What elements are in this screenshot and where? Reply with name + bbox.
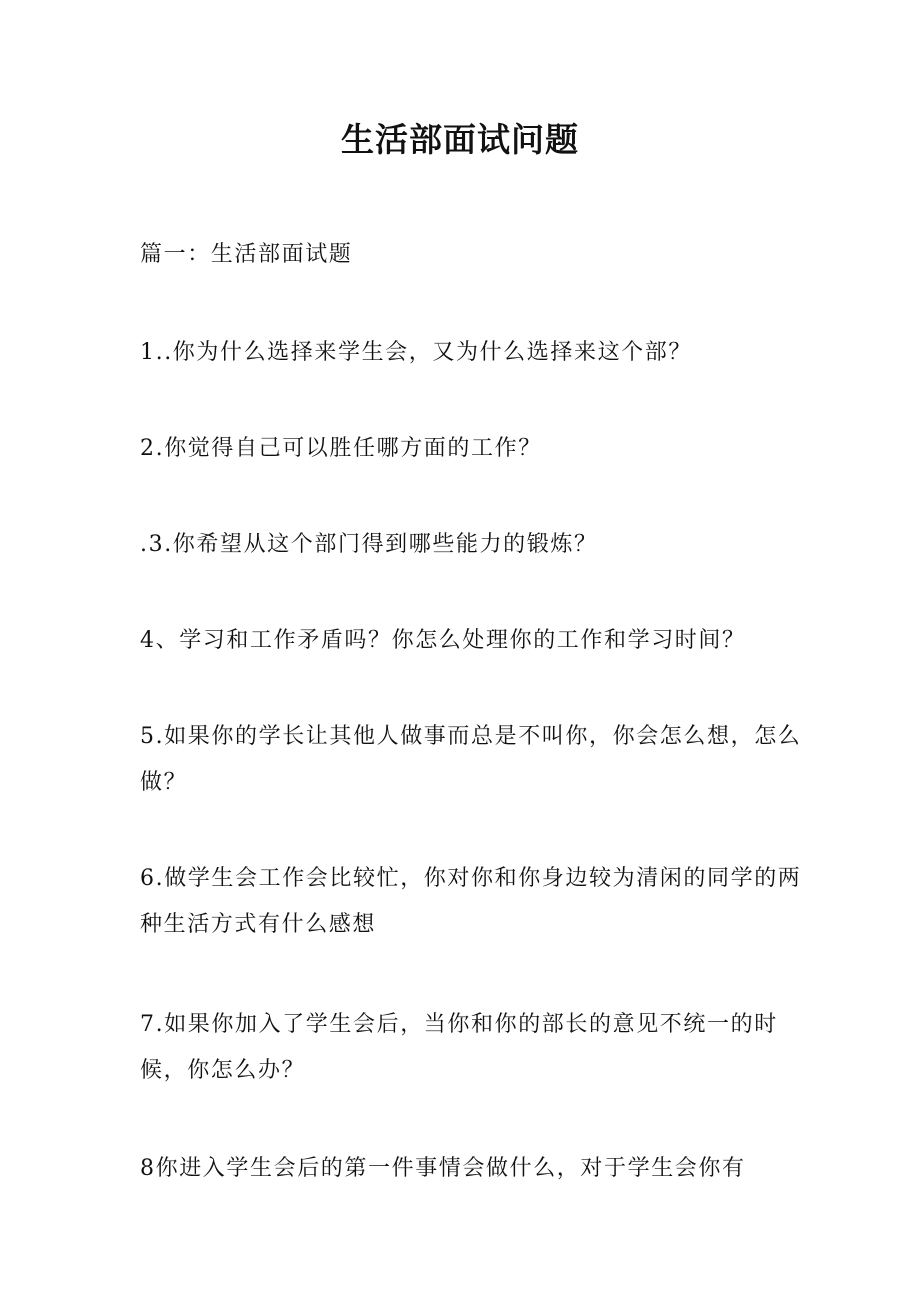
question-1: 1..你为什么选择来学生会，又为什么选择来这个部？ bbox=[140, 340, 692, 365]
question-2: 2.你觉得自己可以胜任哪方面的工作？ bbox=[140, 436, 542, 461]
question-6: 6.做学生会工作会比较忙，你对你和你身边较为清闲的同学的两种生活方式有什么感想 bbox=[140, 866, 802, 937]
question-7: 7.如果你加入了学生会后，当你和你的部长的意见不统一的时候，你怎么办？ bbox=[140, 1012, 778, 1083]
section-heading: 篇一：生活部面试题 bbox=[140, 242, 353, 267]
question-4: 4、学习和工作矛盾吗？你怎么处理你的工作和学习时间？ bbox=[140, 628, 746, 653]
question-8: 8你进入学生会后的第一件事情会做什么，对于学生会你有 bbox=[140, 1156, 746, 1181]
document-title: 生活部面试问题 bbox=[341, 120, 579, 159]
question-5: 5.如果你的学长让其他人做事而总是不叫你，你会怎么想，怎么做？ bbox=[140, 724, 802, 795]
question-3: .3.你希望从这个部门得到哪些能力的锻炼？ bbox=[140, 532, 598, 557]
